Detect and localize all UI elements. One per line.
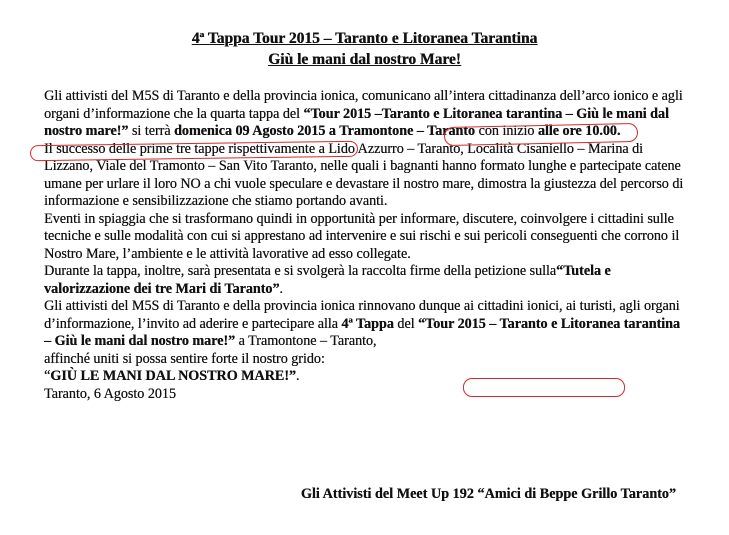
paragraph-beach-events: Eventi in spiaggia che si trasformano quindi in opportunità per informare, discutere, coinvolgere i cittadini sulle tecniche e sulle modalità con cui si apprestano ad intervenire e sui rischi e sui pericoli conseguenti che corrono il Nostro Mare, l’ambiente e le attività lavorative ad esso collegate. (44, 210, 680, 262)
tour-name-bold: “Tour 2015 – Taranto e Litoranea tarantina – Giù le mani dal nostro mare!” (44, 315, 680, 349)
paragraph-invitation (44, 298, 684, 368)
stage-label-bold: 4ª Tappa (341, 315, 394, 332)
paragraph-text: . (279, 280, 283, 297)
paragraph-text: si terrà (128, 123, 174, 139)
slogan (44, 368, 684, 386)
paragraph-text: Durante la tappa, inoltre, sarà presentata e si svolgerà la raccolta firme della petizione sulla (44, 263, 557, 279)
document-body (44, 88, 684, 403)
document-subtitle: Giù le mani dal nostro Mare! (268, 51, 461, 68)
event-location: a Tramontone – Taranto, (235, 333, 377, 349)
event-date-bold: domenica 09 Agosto 2015 a Tramontone – Taranto (173, 123, 475, 139)
paragraph-text: Gli attivisti del M5S di Taranto e della provincia ionica, comunicano all’intera cittadinanza dell’arco ionico e agli organi d’informazione che la quarta tappa del (44, 88, 683, 122)
petition-name-bold: “Tutela e valorizzazione dei tre Mari di Taranto” (44, 263, 611, 297)
slogan-quote: “ (44, 368, 51, 384)
paragraph-text: affinché uniti si possa sentire forte il nostro grido: (44, 350, 325, 367)
paragraph-text: Gli attivisti del M5S di Taranto e della provincia ionica rinnovano dunque ai cittadini ionici, ai turisti, agli organi d’informazione, l’invito ad aderire e partecipare alla (44, 298, 680, 332)
paragraph-previous-stages: Il successo delle prime tre tappe rispettivamente a Lido Azzurro – Taranto, Località Cisaniello – Marina di Lizzano, Viale del Tramonto – San Vito Taranto, nelle quali i bagnanti hanno formato lunghe e partecipate catene umane per urlare il loro NO a chi vuole speculare e devastare il nostro mare, dimostra la giustezza del percorso di informazione e sensibilizzazione che stiamo portando avanti. (44, 140, 684, 209)
paragraph-petition (44, 263, 684, 298)
signature: Gli Attivisti del Meet Up 192 “Amici di Beppe Grillo Taranto” (300, 486, 676, 502)
paragraph-text: del (393, 315, 418, 332)
slogan-text: GIÙ LE MANI DAL NOSTRO MARE!” (50, 368, 296, 384)
dateline: Taranto, 6 Agosto 2015 (44, 385, 176, 402)
event-time-bold: alle ore 10.00. (537, 123, 621, 139)
tour-name-bold: “Tour 2015 –Taranto e Litoranea tarantina – Giù le mani dal nostro mare!” (44, 105, 669, 139)
paragraph-announcement (44, 88, 684, 141)
slogan-period: . (295, 368, 300, 384)
document-title: 4ª Tappa Tour 2015 – Taranto e Litoranea Tarantina (191, 30, 538, 47)
paragraph-text: con inizio (474, 123, 538, 139)
